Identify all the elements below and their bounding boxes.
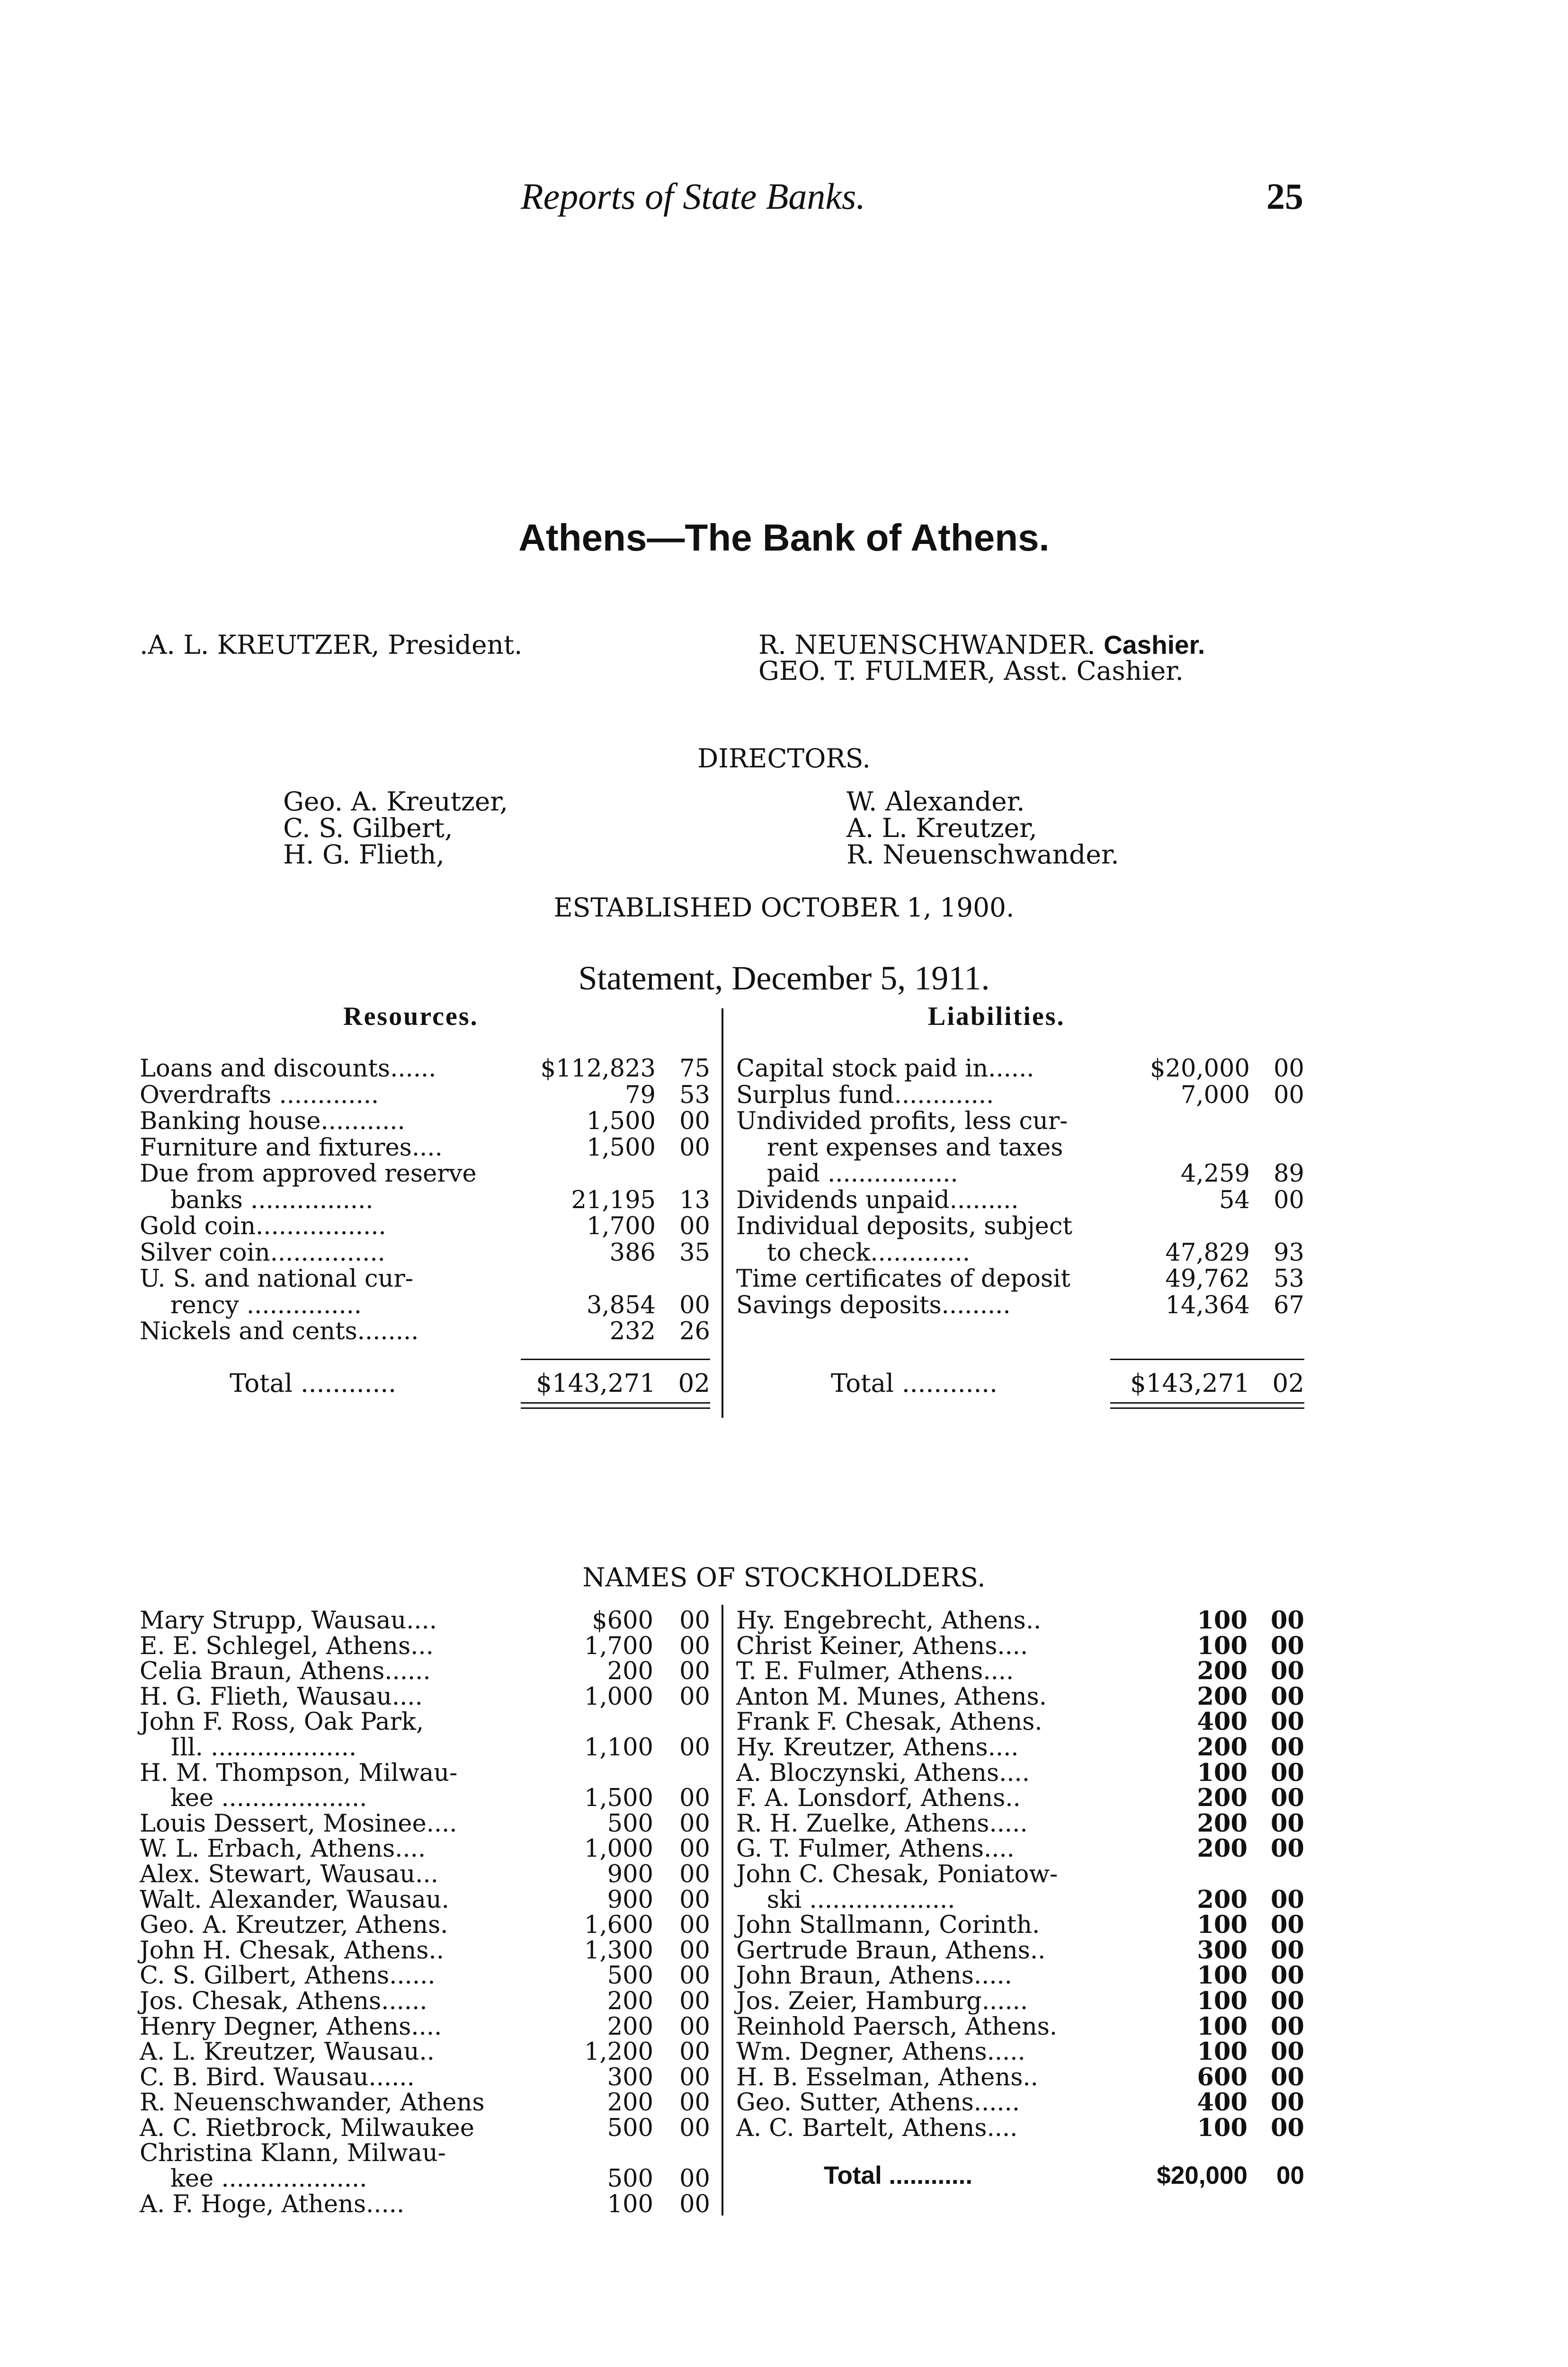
- entry-dollars: 300: [607, 2063, 653, 2091]
- entry-label: rent expenses and taxes: [736, 1133, 1063, 1162]
- resource-row: [140, 1161, 710, 1187]
- stockholder-row: [140, 2065, 710, 2091]
- entry-cents: 00: [679, 1936, 710, 1965]
- entry-dollars: 100: [1197, 1758, 1247, 1787]
- cashier-title: Cashier.: [1104, 630, 1205, 659]
- entry-label: H. G. Flieth, Wausau....: [140, 1682, 423, 1711]
- liability-row: [736, 1056, 1304, 1082]
- stockholder-row: [736, 1631, 1304, 1660]
- entry-dollars: $112,823: [540, 1055, 656, 1083]
- stockholder-row: [736, 1862, 1304, 1887]
- entry-label: Loans and discounts......: [140, 1055, 437, 1083]
- entry-dollars: 3,854: [586, 1291, 656, 1319]
- entry-cents: 00: [1271, 1936, 1304, 1965]
- entry-cents: 00: [679, 1886, 710, 1914]
- entry-dollars: 1,500: [586, 1107, 656, 1135]
- entry-dollars: 54: [1219, 1186, 1250, 1214]
- entry-label: Dividends unpaid.........: [736, 1186, 1019, 1214]
- entry-dollars: 100: [1197, 1961, 1247, 1990]
- entry-cents: 00: [679, 1911, 710, 1940]
- entry-dollars: 47,829: [1165, 1238, 1250, 1267]
- stockholder-row: [736, 2113, 1304, 2142]
- stockholder-row: [736, 1938, 1304, 1964]
- entry-label: kee ...................: [140, 1784, 367, 1813]
- entry-cents: 00: [679, 1733, 710, 1762]
- entry-label: Jos. Zeier, Hamburg......: [736, 1987, 1028, 2015]
- entry-dollars: 200: [1197, 1682, 1247, 1711]
- resources-total-row: [140, 1369, 710, 1396]
- stockholder-row: [140, 2090, 710, 2116]
- entry-label: R. H. Zuelke, Athens.....: [736, 1809, 1028, 1838]
- entry-label: C. S. Gilbert, Athens......: [140, 1962, 436, 1990]
- entry-label: Undivided profits, less cur-: [736, 1107, 1068, 1135]
- entry-cents: 00: [679, 2012, 710, 2041]
- entry-cents: 00: [1271, 2063, 1304, 2091]
- stockholder-row: [140, 2141, 710, 2166]
- entry-label: John H. Chesak, Athens..: [140, 1936, 444, 1965]
- entry-dollars: 900: [607, 1860, 653, 1888]
- entry-label: R. Neuenschwander, Athens: [140, 2089, 485, 2117]
- liabilities-total-rule: [1110, 1359, 1304, 1360]
- entry-dollars: 100: [1197, 2038, 1247, 2066]
- resource-row: [140, 1213, 710, 1240]
- entry-dollars: 386: [609, 1238, 656, 1267]
- stockholder-row: [140, 1735, 710, 1761]
- entry-cents: 53: [679, 1081, 710, 1109]
- total-cents: 02: [1272, 1369, 1304, 1398]
- entry-cents: 00: [1271, 1708, 1304, 1736]
- entry-label: A. L. Kreutzer, Wausau..: [140, 2038, 435, 2066]
- stockholder-row: [140, 2116, 710, 2141]
- entry-cents: 00: [1274, 1055, 1304, 1083]
- liabilities-double-rule: [1110, 1402, 1304, 1409]
- director: R. Neuenschwander.: [846, 839, 1119, 870]
- stockholder-row: [140, 1963, 710, 1989]
- resources-total-rule: [521, 1359, 710, 1360]
- entry-dollars: 500: [607, 2165, 653, 2193]
- entry-dollars: 200: [607, 2089, 653, 2117]
- entry-cents: 00: [679, 1632, 710, 1660]
- liability-row: [736, 1240, 1304, 1266]
- stockholder-row: [736, 1709, 1304, 1735]
- entry-dollars: 21,195: [571, 1186, 656, 1214]
- entry-dollars: 200: [1197, 1809, 1247, 1838]
- entry-label: F. A. Lonsdorf, Athens..: [736, 1784, 1021, 1813]
- stockholder-row: [140, 1761, 710, 1786]
- established-date: ESTABLISHED OCTOBER 1, 1900.: [553, 892, 1015, 923]
- total-dollars: $143,271: [1130, 1369, 1250, 1398]
- entry-label: A. Bloczynski, Athens....: [736, 1759, 1030, 1787]
- entry-label: banks ................: [140, 1186, 374, 1214]
- entry-dollars: 1,300: [584, 1936, 653, 1965]
- stockholder-row: [736, 2090, 1304, 2116]
- entry-cents: 67: [1274, 1291, 1304, 1319]
- stockholder-row: [736, 1986, 1304, 2015]
- stockholder-row: [736, 1963, 1304, 1989]
- entry-cents: 00: [1271, 1885, 1304, 1914]
- total-label: Total ............: [824, 2162, 973, 2189]
- stockholder-row: [736, 1836, 1304, 1862]
- stockholder-row: [736, 1735, 1304, 1761]
- entry-cents: 00: [679, 1809, 710, 1838]
- entry-cents: 00: [679, 2165, 710, 2193]
- director: A. L. Kreutzer,: [846, 813, 1037, 843]
- stockholder-row: [736, 2065, 1304, 2091]
- director: Geo. A. Kreutzer,: [283, 786, 508, 817]
- stockholder-row: [140, 2039, 710, 2065]
- liability-row: [736, 1082, 1304, 1109]
- entry-label: H. M. Thompson, Milwau-: [140, 1759, 458, 1787]
- entry-label: Jos. Chesak, Athens......: [140, 1987, 428, 2015]
- entry-dollars: 300: [1197, 1936, 1247, 1965]
- stockholder-row: [140, 1811, 710, 1837]
- entry-dollars: 200: [1197, 1834, 1247, 1863]
- entry-dollars: 200: [1197, 1657, 1247, 1686]
- entry-cents: 53: [1274, 1265, 1304, 1293]
- entry-dollars: 4,259: [1180, 1160, 1250, 1188]
- entry-dollars: 100: [1197, 1911, 1247, 1940]
- entry-dollars: 100: [607, 2190, 653, 2218]
- stockholder-row: [736, 2039, 1304, 2065]
- entry-cents: 00: [1271, 1606, 1304, 1635]
- entry-dollars: 1,100: [584, 1733, 653, 1762]
- entry-label: Furniture and fixtures....: [140, 1133, 443, 1162]
- entry-cents: 00: [1271, 1911, 1304, 1940]
- entry-dollars: 200: [607, 2012, 653, 2041]
- entry-cents: 00: [1271, 1657, 1304, 1686]
- resource-row: [140, 1108, 710, 1135]
- entry-label: H. B. Esselman, Athens..: [736, 2063, 1038, 2091]
- entry-label: Henry Degner, Athens....: [140, 2012, 442, 2041]
- entry-label: A. F. Hoge, Athens.....: [140, 2190, 405, 2218]
- stockholder-row: [736, 1659, 1304, 1684]
- asst-cashier: GEO. T. FULMER, Asst. Cashier.: [758, 656, 1184, 686]
- liability-row: [736, 1292, 1304, 1319]
- entry-label: Louis Dessert, Mosinee....: [140, 1809, 457, 1838]
- liability-row: [736, 1213, 1304, 1240]
- liabilities-total-row: [736, 1369, 1304, 1396]
- director: C. S. Gilbert,: [283, 813, 453, 843]
- stockholders-heading: NAMES OF STOCKHOLDERS.: [582, 1562, 986, 1593]
- stockholder-row: [140, 2166, 710, 2192]
- stockholder-row: [140, 1709, 710, 1735]
- cashier-name: R. NEUENSCHWANDER.: [758, 630, 1096, 660]
- entry-label: Celia Braun, Athens......: [140, 1657, 431, 1686]
- stockholder-row: [140, 1913, 710, 1938]
- resource-row: [140, 1135, 710, 1161]
- entry-dollars: 7,000: [1180, 1081, 1250, 1109]
- total-dollars: $143,271: [536, 1369, 656, 1398]
- stockholder-row: [736, 1811, 1304, 1837]
- stockholder-row: [140, 1684, 710, 1710]
- entry-label: E. E. Schlegel, Athens...: [140, 1632, 434, 1660]
- stockholder-row: [736, 1684, 1304, 1710]
- entry-dollars: 1,000: [584, 1682, 653, 1711]
- entry-cents: 00: [679, 2038, 710, 2066]
- resource-row: [140, 1240, 710, 1266]
- entry-label: John Stallmann, Corinth.: [736, 1911, 1040, 1940]
- entry-label: John Braun, Athens.....: [736, 1962, 1012, 1990]
- entry-dollars: 14,364: [1165, 1291, 1250, 1319]
- entry-cents: 00: [1274, 1186, 1304, 1214]
- resource-row: [140, 1266, 710, 1292]
- entry-cents: 00: [1271, 1758, 1304, 1787]
- entry-cents: 00: [1274, 1081, 1304, 1109]
- entry-cents: 00: [679, 2089, 710, 2117]
- entry-cents: 00: [679, 1987, 710, 2015]
- director: W. Alexander.: [846, 786, 1025, 817]
- stockholder-row: [140, 1659, 710, 1684]
- bank-title: Athens—The Bank of Athens.: [518, 516, 1050, 559]
- entry-label: Gertrude Braun, Athens..: [736, 1936, 1046, 1965]
- entry-dollars: 1,500: [584, 1784, 653, 1813]
- entry-label: Reinhold Paersch, Athens.: [736, 2012, 1058, 2041]
- liabilities-heading: Liabilities.: [928, 1002, 1065, 1031]
- stockholder-row: [140, 2014, 710, 2040]
- entry-label: kee ...................: [140, 2165, 367, 2193]
- stockholder-row: [736, 1608, 1304, 1634]
- liability-row: [736, 1135, 1304, 1161]
- total-label: Total ............: [230, 1369, 397, 1398]
- entry-label: Mary Strupp, Wausau....: [140, 1607, 437, 1635]
- entry-cents: 00: [679, 2063, 710, 2091]
- entry-cents: 00: [1271, 1834, 1304, 1863]
- entry-cents: 26: [679, 1317, 710, 1345]
- statement-title: Statement, December 5, 1911.: [578, 959, 990, 997]
- running-title: Reports of State Banks.: [521, 176, 865, 217]
- resource-row: [140, 1318, 710, 1345]
- entry-cents: 00: [1271, 2113, 1304, 2142]
- entry-dollars: 200: [607, 1987, 653, 2015]
- entry-cents: 00: [1271, 1809, 1304, 1838]
- total-dollars: $20,000: [1157, 2162, 1247, 2189]
- entry-label: Banking house...........: [140, 1107, 405, 1135]
- entry-dollars: 49,762: [1165, 1265, 1250, 1293]
- entry-label: A. C. Rietbrock, Milwaukee: [140, 2114, 474, 2142]
- entry-label: to check.............: [736, 1238, 971, 1267]
- entry-dollars: 600: [1197, 2063, 1247, 2091]
- entry-cents: 75: [679, 1055, 710, 1083]
- entry-cents: 00: [679, 1133, 710, 1162]
- entry-dollars: 200: [1197, 1885, 1247, 1914]
- entry-cents: 00: [679, 1212, 710, 1240]
- entry-dollars: $20,000: [1150, 1055, 1250, 1083]
- entry-cents: 00: [679, 1657, 710, 1686]
- entry-dollars: 200: [1197, 1784, 1247, 1813]
- entry-cents: 00: [679, 2114, 710, 2142]
- entry-dollars: 500: [607, 2114, 653, 2142]
- entry-label: T. E. Fulmer, Athens....: [736, 1657, 1014, 1686]
- entry-dollars: 1,200: [584, 2038, 653, 2066]
- entry-dollars: 400: [1197, 2088, 1247, 2117]
- entry-dollars: 900: [607, 1886, 653, 1914]
- entry-label: Silver coin...............: [140, 1238, 385, 1267]
- directors-heading: DIRECTORS.: [697, 743, 871, 774]
- stockholder-row: [140, 1989, 710, 2014]
- entry-cents: 00: [679, 1784, 710, 1813]
- entry-cents: 00: [679, 1860, 710, 1888]
- total-cents: 02: [678, 1369, 710, 1398]
- entry-cents: 00: [679, 1682, 710, 1711]
- entry-label: John F. Ross, Oak Park,: [140, 1708, 424, 1736]
- entry-label: John C. Chesak, Poniatow-: [736, 1860, 1058, 1888]
- entry-cents: 00: [1271, 1682, 1304, 1711]
- liabilities-table: [736, 1056, 1304, 1318]
- entry-cents: 00: [1271, 2088, 1304, 2117]
- entry-label: Christina Klann, Milwau-: [140, 2139, 446, 2168]
- entry-label: Anton M. Munes, Athens.: [736, 1682, 1047, 1711]
- liability-row: [736, 1187, 1304, 1214]
- entry-dollars: 1,700: [586, 1212, 656, 1240]
- entry-cents: 35: [679, 1238, 710, 1267]
- entry-cents: 00: [679, 2190, 710, 2218]
- entry-cents: 89: [1274, 1160, 1304, 1188]
- entry-label: W. L. Erbach, Athens....: [140, 1835, 426, 1863]
- director: H. G. Flieth,: [283, 839, 445, 870]
- resource-row: [140, 1082, 710, 1109]
- stockholder-row: [736, 2014, 1304, 2040]
- stockholders-left: [140, 1608, 710, 2217]
- entry-cents: 00: [1271, 1784, 1304, 1813]
- entry-cents: 00: [679, 1107, 710, 1135]
- entry-label: Time certificates of deposit: [736, 1265, 1071, 1293]
- liability-row: [736, 1161, 1304, 1187]
- stockholder-row: [140, 1608, 710, 1634]
- liability-row: [736, 1266, 1304, 1292]
- entry-label: Frank F. Chesak, Athens.: [736, 1708, 1042, 1736]
- entry-cents: 00: [679, 1607, 710, 1635]
- stockholders-total-row: [736, 2161, 1304, 2188]
- entry-dollars: 79: [625, 1081, 656, 1109]
- entry-dollars: 1,500: [586, 1133, 656, 1162]
- entry-label: Walt. Alexander, Wausau.: [140, 1886, 449, 1914]
- total-label: Total ............: [831, 1369, 998, 1398]
- stockholder-row: [736, 1758, 1304, 1787]
- entry-label: Geo. A. Kreutzer, Athens.: [140, 1911, 448, 1940]
- directors-left: [283, 788, 508, 868]
- entry-label: Hy. Kreutzer, Athens....: [736, 1733, 1019, 1762]
- stockholder-row: [736, 1887, 1304, 1913]
- entry-dollars: 500: [607, 1809, 653, 1838]
- entry-label: Ill. ...................: [140, 1733, 357, 1762]
- stockholder-row: [736, 1786, 1304, 1811]
- entry-label: Nickels and cents........: [140, 1317, 419, 1345]
- stockholders-divider: [722, 1605, 723, 2216]
- directors-right: [846, 788, 1119, 868]
- total-cents: 00: [1276, 2162, 1304, 2189]
- entry-cents: 00: [679, 1291, 710, 1319]
- entry-label: G. T. Fulmer, Athens....: [736, 1835, 1015, 1863]
- entry-dollars: 1,700: [584, 1632, 653, 1660]
- entry-dollars: 100: [1197, 2113, 1247, 2142]
- entry-dollars: 232: [609, 1317, 656, 1345]
- entry-cents: 13: [679, 1186, 710, 1214]
- stockholder-row: [736, 1913, 1304, 1938]
- entry-dollars: 200: [607, 1657, 653, 1686]
- entry-label: Alex. Stewart, Wausau...: [140, 1860, 438, 1888]
- entry-label: Capital stock paid in......: [736, 1055, 1034, 1083]
- entry-label: A. C. Bartelt, Athens....: [736, 2114, 1018, 2142]
- entry-cents: 00: [1271, 1961, 1304, 1990]
- stockholder-row: [140, 2192, 710, 2217]
- entry-cents: 00: [1271, 2038, 1304, 2066]
- stockholder-row: [140, 1862, 710, 1887]
- entry-cents: 00: [1271, 2012, 1304, 2041]
- entry-cents: 00: [679, 1835, 710, 1863]
- entry-dollars: 200: [1197, 1733, 1247, 1762]
- entry-cents: 93: [1274, 1238, 1304, 1267]
- president: .A. L. KREUTZER, President.: [140, 630, 523, 660]
- entry-label: rency ...............: [140, 1291, 362, 1319]
- entry-label: Wm. Degner, Athens.....: [736, 2038, 1025, 2066]
- stockholder-row: [140, 1786, 710, 1811]
- entry-label: Gold coin.................: [140, 1212, 386, 1240]
- entry-label: Due from approved reserve: [140, 1160, 477, 1188]
- liability-row: [736, 1108, 1304, 1135]
- page-number: 25: [1266, 176, 1303, 217]
- entry-dollars: 400: [1197, 1708, 1247, 1736]
- entry-dollars: 1,000: [584, 1835, 653, 1863]
- entry-label: U. S. and national cur-: [140, 1265, 413, 1293]
- stockholders-right: [736, 1608, 1304, 2141]
- entry-label: Christ Keiner, Athens....: [736, 1632, 1028, 1660]
- entry-dollars: 100: [1197, 1631, 1247, 1660]
- stockholder-row: [140, 1887, 710, 1913]
- entry-label: Hy. Engebrecht, Athens..: [736, 1607, 1042, 1635]
- entry-label: Surplus fund.............: [736, 1081, 994, 1109]
- entry-cents: 00: [1271, 1986, 1304, 2015]
- resource-row: [140, 1292, 710, 1319]
- statement-divider: [722, 1008, 723, 1418]
- entry-dollars: 100: [1197, 2012, 1247, 2041]
- entry-label: Geo. Sutter, Athens......: [736, 2089, 1020, 2117]
- entry-label: paid .................: [736, 1160, 958, 1188]
- resources-table: [140, 1056, 710, 1345]
- entry-label: Overdrafts .............: [140, 1081, 379, 1109]
- stockholder-row: [140, 1836, 710, 1862]
- stockholder-row: [140, 1634, 710, 1659]
- resource-row: [140, 1187, 710, 1214]
- entry-dollars: 100: [1197, 1606, 1247, 1635]
- resources-double-rule: [521, 1402, 710, 1409]
- entry-dollars: 500: [607, 1962, 653, 1990]
- resource-row: [140, 1056, 710, 1082]
- entry-dollars: $600: [592, 1607, 653, 1635]
- entry-dollars: 1,600: [584, 1911, 653, 1940]
- stockholder-row: [140, 1938, 710, 1964]
- entry-cents: 00: [679, 1962, 710, 1990]
- entry-dollars: 100: [1197, 1986, 1247, 2015]
- entry-label: C. B. Bird. Wausau......: [140, 2063, 415, 2091]
- entry-label: Savings deposits.........: [736, 1291, 1011, 1319]
- entry-cents: 00: [1271, 1631, 1304, 1660]
- entry-cents: 00: [1271, 1733, 1304, 1762]
- resources-heading: Resources.: [343, 1002, 479, 1031]
- entry-label: Individual deposits, subject: [736, 1212, 1072, 1240]
- entry-label: ski ...................: [736, 1886, 955, 1914]
